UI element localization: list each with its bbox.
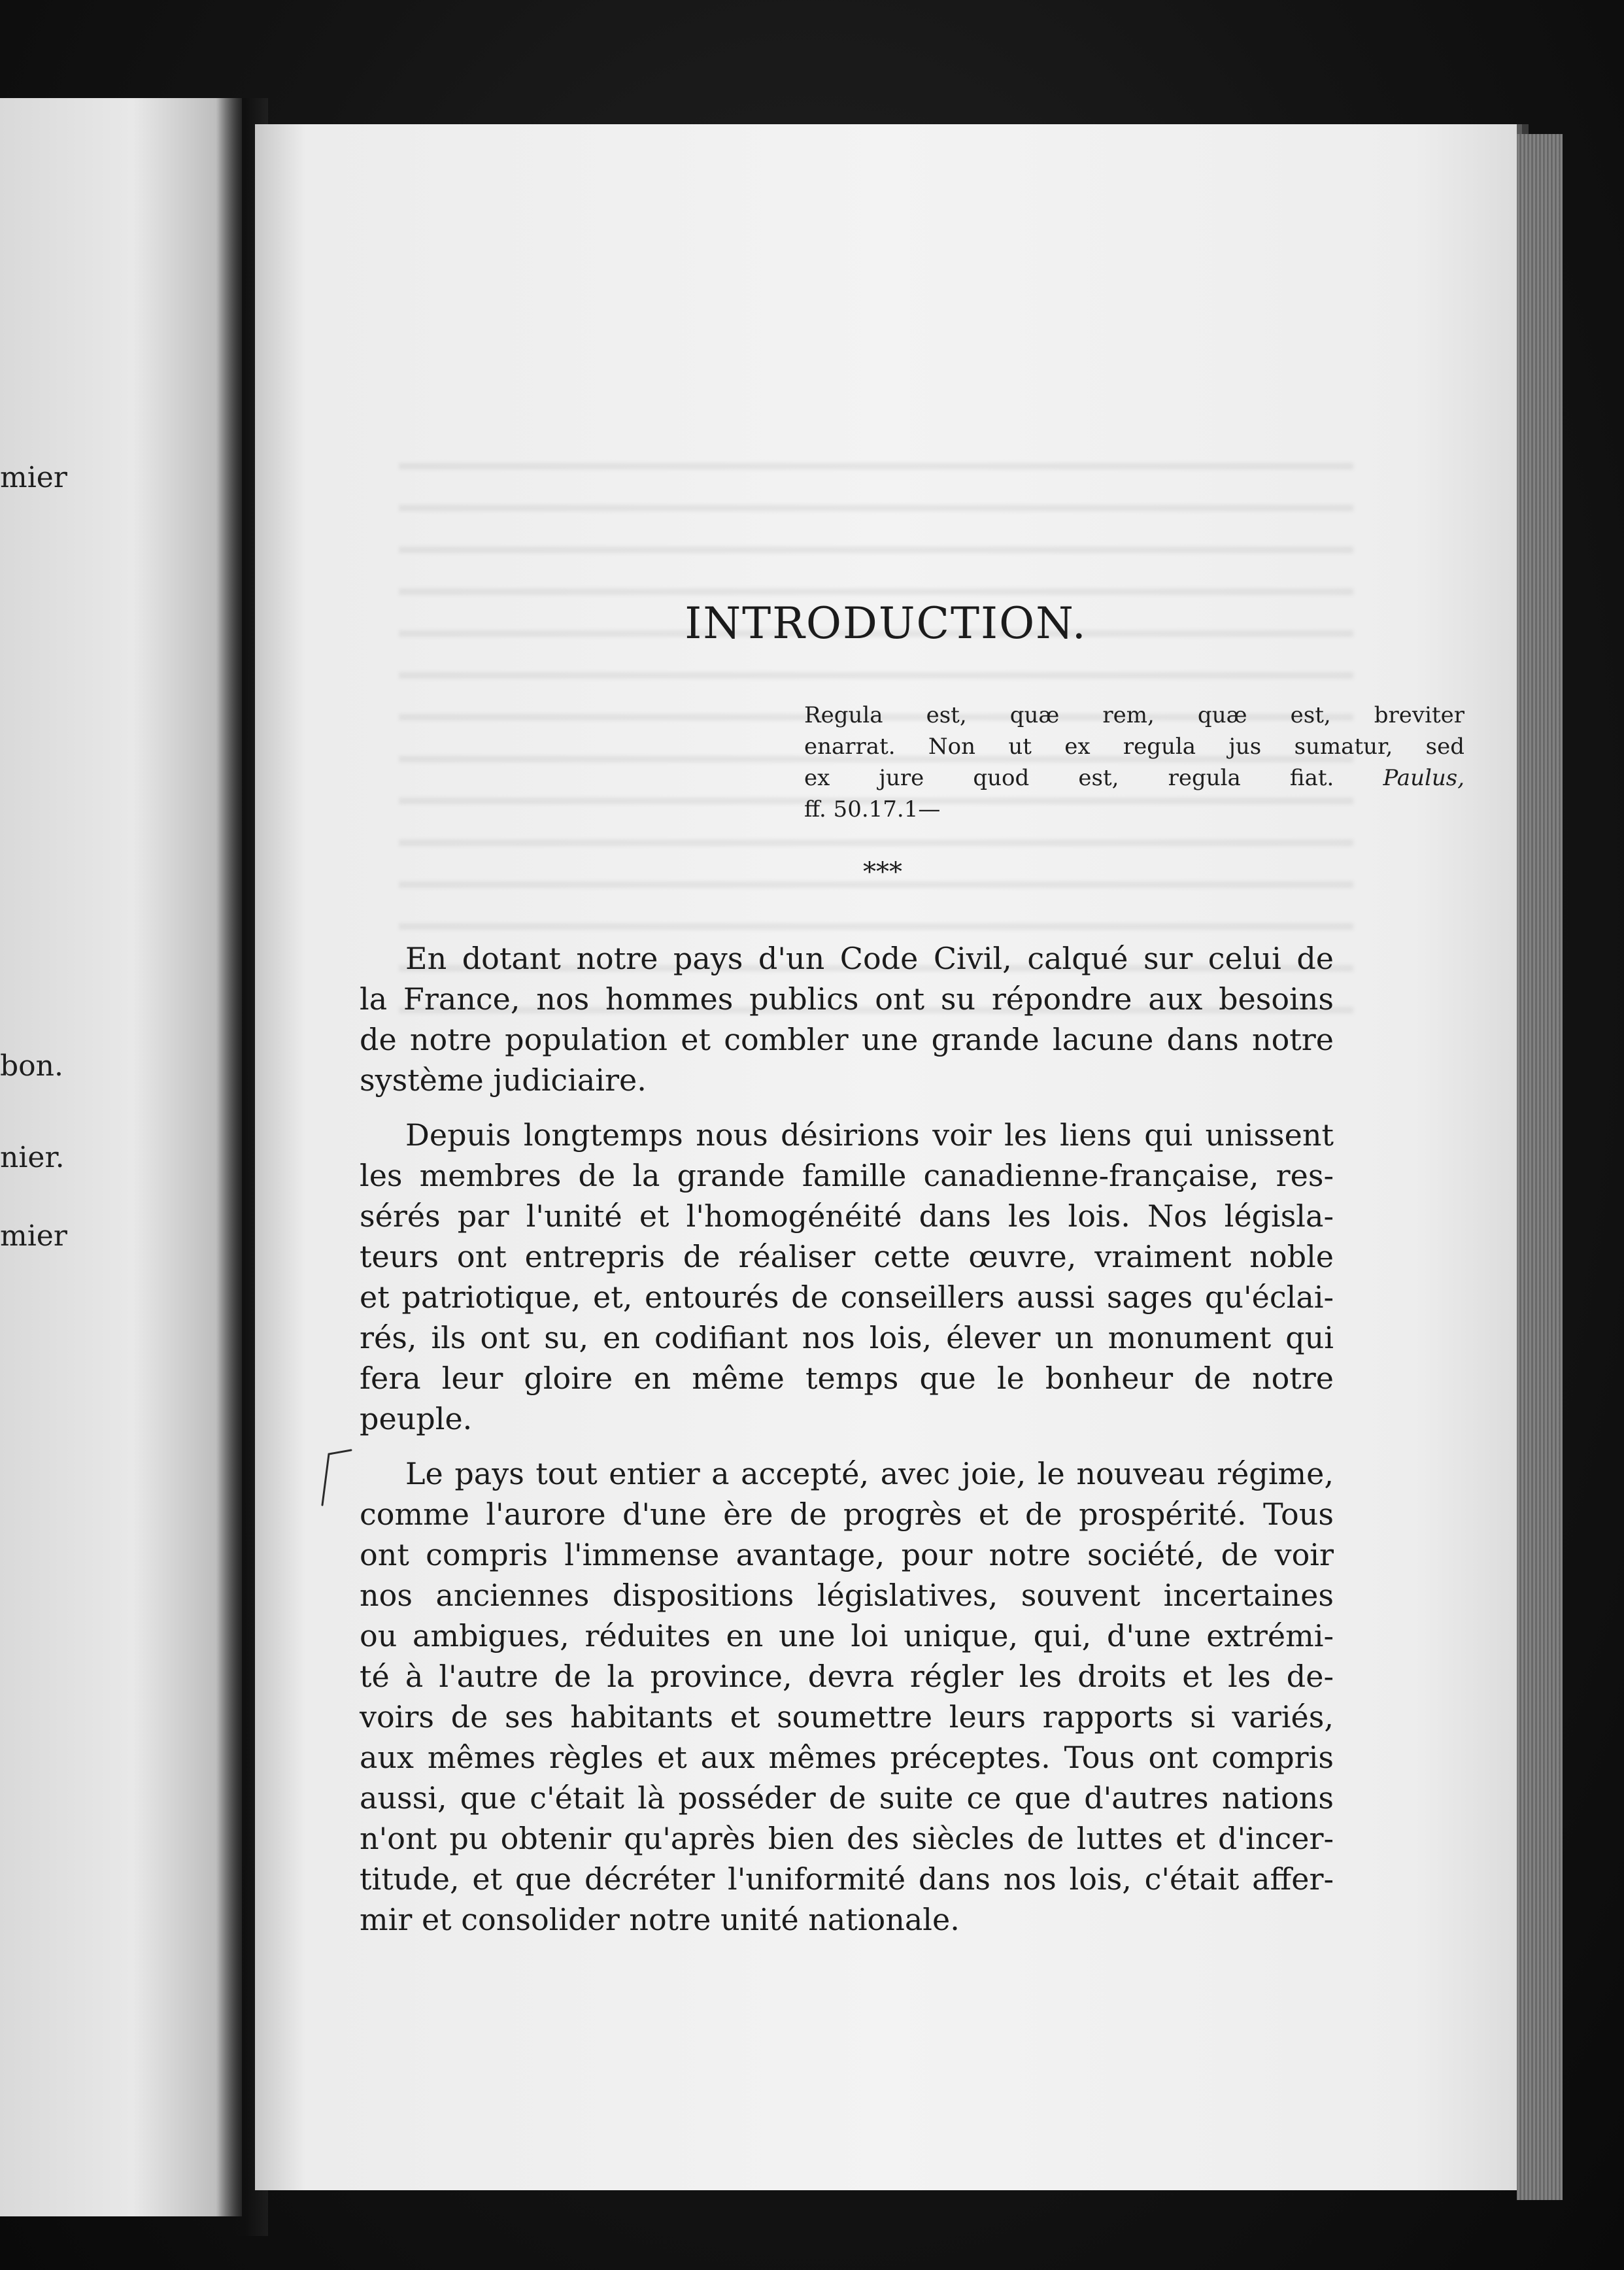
text-line: n'ont pu obtenir qu'après bien des siècles de luttes et d'incer- <box>360 1821 1334 1856</box>
epigraph-author: Paulus, <box>1383 765 1464 791</box>
text-line: sérés par l'unité et l'homogénéité dans les lois. Nos législa- <box>360 1198 1334 1234</box>
text-line: voirs de ses habitants et soumettre leurs rapports si variés, <box>360 1699 1334 1735</box>
epigraph-line: ex jure quod est, regula fiat. <box>804 765 1334 791</box>
paragraph <box>360 1115 1334 1439</box>
left-page-fragment: mier <box>0 461 67 494</box>
text-line: Le pays tout entier a accepté, avec joie, le nouveau régime, <box>405 1456 1334 1491</box>
handwritten-margin-mark <box>317 1445 356 1510</box>
epigraph-line: enarrat. Non ut ex regula jus sumatur, sed <box>804 734 1464 760</box>
text-line: aux mêmes règles et aux mêmes préceptes. Tous ont compris <box>360 1740 1334 1775</box>
text-line: teurs ont entrepris de réaliser cette œuvre, vraiment noble <box>360 1239 1334 1274</box>
text-line: En dotant notre pays d'un Code Civil, calqué sur celui de <box>405 941 1334 976</box>
epigraph-line: Regula est, quæ rem, quæ est, breviter <box>804 702 1464 728</box>
text-line: système judiciaire. <box>360 1062 647 1098</box>
section-separator: *** <box>863 857 902 887</box>
text-line: titude, et que décréter l'uniformité dans nos lois, c'était affer- <box>360 1861 1334 1897</box>
page-title: INTRODUCTION. <box>685 598 1087 649</box>
paragraph <box>360 938 1334 1100</box>
text-line: aussi, que c'était là posséder de suite ce que d'autres nations <box>360 1780 1334 1816</box>
epigraph <box>804 700 1464 825</box>
epigraph-citation: ff. 50.17.1— <box>804 796 941 822</box>
text-line: mir et consolider notre unité nationale. <box>360 1902 960 1937</box>
epigraph-line-with-author <box>804 762 1464 794</box>
paragraph <box>360 1453 1334 1940</box>
text-line: comme l'aurore d'une ère de progrès et de prospérité. Tous <box>360 1497 1334 1532</box>
left-page <box>0 98 242 2216</box>
page-block-edge <box>1517 134 1563 2200</box>
left-page-fragment: nier. <box>0 1141 65 1174</box>
main-page <box>255 124 1517 2190</box>
text-line: té à l'autre de la province, devra régler les droits et les de- <box>360 1659 1334 1694</box>
text-line: nos anciennes dispositions législatives, souvent incertaines <box>360 1578 1334 1613</box>
text-line: de notre population et combler une grande lacune dans notre <box>360 1022 1334 1057</box>
text-line: Depuis longtemps nous désirions voir les liens qui unissent <box>405 1117 1334 1153</box>
text-line: peuple. <box>360 1401 473 1436</box>
body-text <box>360 938 1334 1954</box>
text-line: et patriotique, et, entourés de conseillers aussi sages qu'éclai- <box>360 1279 1334 1315</box>
text-line: ou ambigues, réduites en une loi unique, qui, d'une extrémi- <box>360 1618 1334 1653</box>
left-page-fragment: bon. <box>0 1049 63 1083</box>
text-line: ont compris l'immense avantage, pour notre société, de voir <box>360 1537 1334 1572</box>
text-line: les membres de la grande famille canadienne-française, res- <box>360 1158 1334 1193</box>
left-page-fragment: mier <box>0 1219 67 1253</box>
text-line: rés, ils ont su, en codifiant nos lois, élever un monument qui <box>360 1320 1334 1355</box>
text-line: fera leur gloire en même temps que le bonheur de notre <box>360 1361 1334 1396</box>
text-line: la France, nos hommes publics ont su répondre aux besoins <box>360 981 1334 1017</box>
